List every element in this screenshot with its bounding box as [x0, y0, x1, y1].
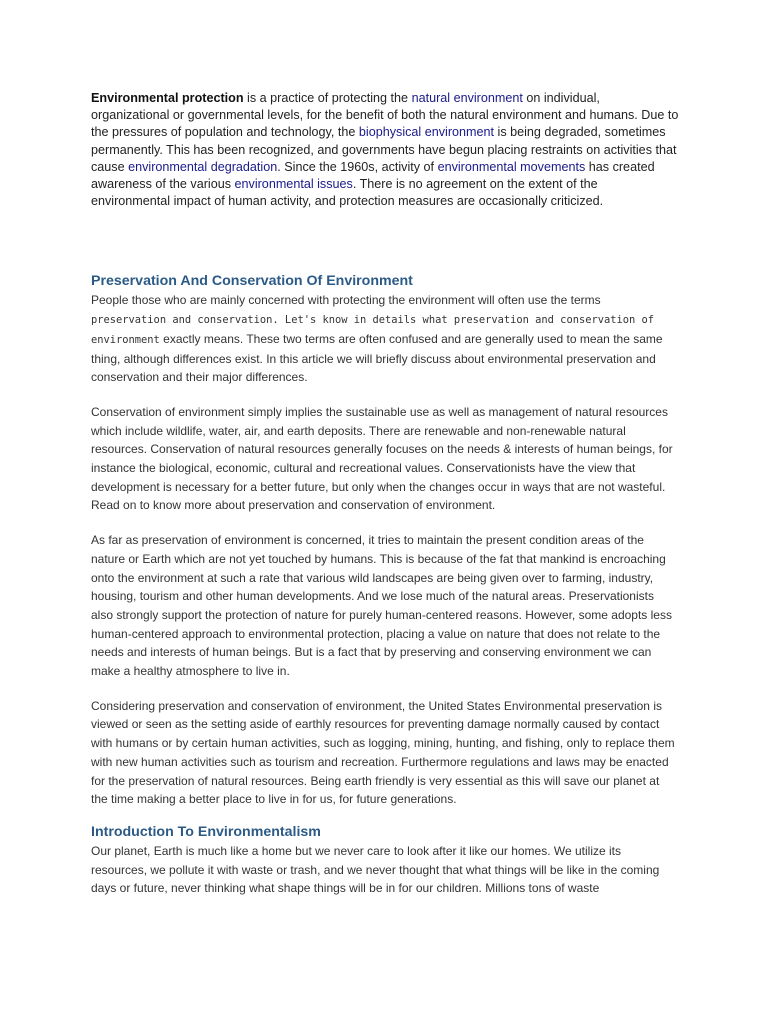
intro-paragraph [91, 90, 679, 210]
intro-text: has created awareness of the various [91, 159, 655, 192]
paragraph: As far as preservation of environment is concerned, it tries to maintain the present condition areas of the nature or Earth which are not yet touched by humans. This is because of the fat that mankind is encroaching onto the environment at such a rate that various wild landscapes are being given over to farming, industry, housing, tourism and other human developments. And we lose much of the natural areas. Preservationists also strongly support the protection of nature for purely human-centered reasons. However, some adopts less human-centered approach to environmental protection, placing a value on nature that does not relate to the needs and interests of human beings. But is a fact that by preserving and conserving environment we can make a healthy atmosphere to live in. [91, 533, 672, 679]
paragraph: Our planet, Earth is much like a home but we never care to look after it like our homes. We utilize its resources, we pollute it with waste or trash, and we never thought that what things will be like in the coming days or future, never thinking what shape things will be in for our children. Millions tons of waste [91, 844, 660, 896]
intro-text: is being degraded, sometimes permanently. This has been recognized, and governments have begun placing restraints on activities that cause [91, 125, 677, 174]
link-environmental-movements[interactable]: environmental movements [437, 159, 586, 174]
section-heading-preservation: Preservation And Conservation Of Environment [91, 273, 413, 290]
paragraph-mono-text: . Let's know in details what preservation and conservation of environment [91, 314, 655, 346]
paragraph [91, 291, 679, 387]
intro-text: on individual, organizational or governmental levels, for the benefit of both the natural environment and humans. Due to the pressures of population and technology, the [91, 91, 679, 140]
paragraph-mono-text: preservation and conservation [91, 314, 273, 327]
link-natural-environment[interactable]: natural environment [411, 91, 523, 105]
document-page [91, 90, 679, 898]
paragraph: Considering preservation and conservation of environment, the United States Environmental preservation is viewed or seen as the setting aside of earthly resources for preventing damage normally caused by contact with humans or by certain human activities, such as logging, mining, hunting, and fishing, only to replace them with new human activities such as tourism and recreation. Furthermore regulations and laws may be enacted for the preservation of natural resources. Being earth friendly is very essential as this will save our planet at the time making a better place to live in for us, for future generations. [91, 698, 675, 807]
paragraph: Conservation of environment simply implies the sustainable use as well as management of natural resources which include wildlife, water, air, and earth deposits. There are renewable and non-renewable natural resources. Conservation of natural resources generally focuses on the needs & interests of human beings, for instance the biological, economic, cultural and recreational values. Conservationists have the view that development is necessary for a better future, but only when the changes occur in ways that are not wasteful. Read on to know more about preservation and conservation of environment. [91, 404, 673, 513]
section-heading-environmentalism: Introduction To Environmentalism [91, 824, 321, 840]
paragraph-text: People those who are mainly concerned with protecting the environment will often use the terms [91, 293, 601, 308]
link-biophysical-environment[interactable]: biophysical environment [358, 125, 495, 140]
intro-text: . There is no agreement on the extent of the environmental impact of human activity, and protection measures are occasionally criticized. [91, 177, 604, 209]
paragraph-text: exactly means. These two terms are often confused and are generally used to mean the same thing, although differences exist. In this article we will briefly discuss about environmental preservation and conservation and their major differences. [91, 331, 663, 385]
intro-bold-term: Environmental protection [91, 91, 244, 105]
link-environmental-degradation[interactable]: environmental degradation [128, 159, 278, 174]
intro-text: . Since the 1960s, activity of [277, 159, 438, 174]
intro-text: is a practice of protecting the [243, 91, 412, 105]
link-environmental-issues[interactable]: environmental issues [234, 177, 353, 192]
